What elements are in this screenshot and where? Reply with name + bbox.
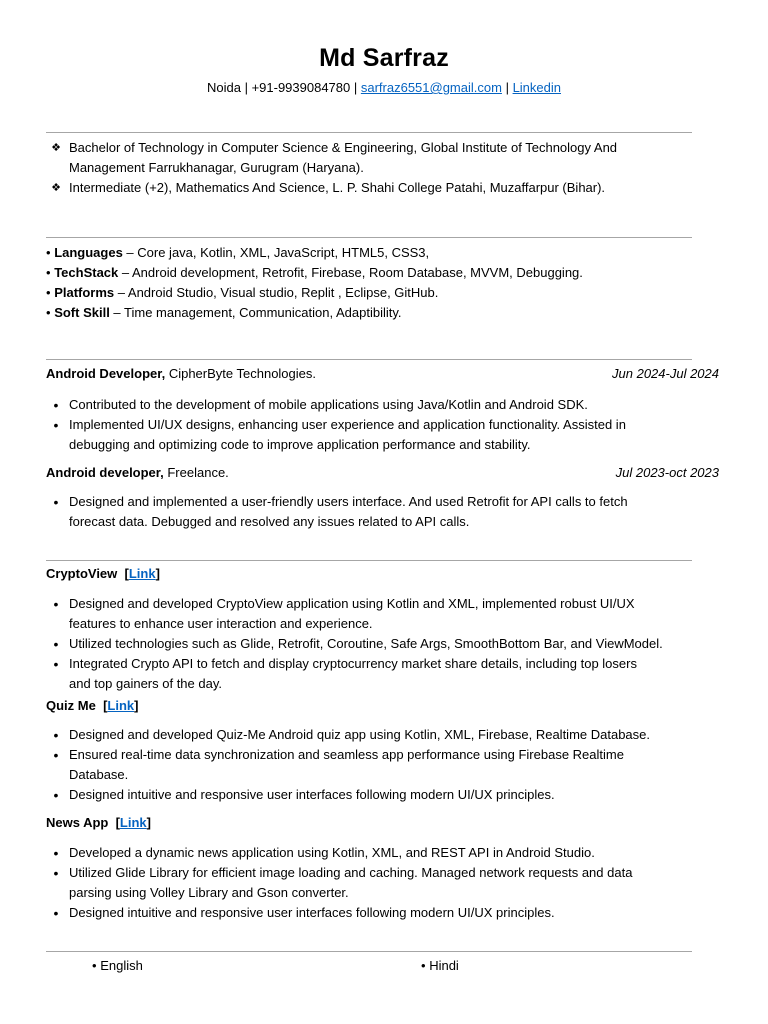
list-item: • Designed and implemented a user-friendly users interface. And used Retrofit for API calls to fetch bbox=[53, 494, 628, 510]
list-item: • Designed and developed CryptoView application using Kotlin and XML, implemented robust UI/UX bbox=[53, 596, 635, 612]
project-title: CryptoView [Link] bbox=[46, 566, 160, 581]
list-item: • Designed intuitive and responsive user interfaces following modern UI/UX principles. bbox=[53, 787, 555, 803]
language-item: • Hindi bbox=[421, 958, 459, 973]
project-bullets: • Designed and developed Quiz-Me Android quiz app using Kotlin, XML, Firebase, Realtime Database. • Ensured real-time data synchronization and seamless app performance using Firebase Realtime Database. • Designed intuitive and responsive user interfaces following modern UI/UX principles. bbox=[46, 725, 736, 805]
list-item: • Integrated Crypto API to fetch and display cryptocurrency market share details, including top losers bbox=[53, 656, 637, 672]
project-link[interactable]: Link bbox=[119, 815, 147, 830]
job-dates: Jun 2024-Jul 2024 bbox=[612, 366, 719, 381]
diamond-bullet-icon: ❖ bbox=[51, 182, 61, 194]
list-item: • Utilized Glide Library for efficient image loading and caching. Managed network requests and data bbox=[53, 865, 633, 881]
skill-platforms: • Platforms – Android Studio, Visual studio, Replit , Eclipse, GitHub. bbox=[46, 285, 439, 300]
job-bullets: • Contributed to the development of mobile applications using Java/Kotlin and Android SDK. • Implemented UI/UX designs, enhancing user experience and application functionality. Assisted in debugging and optimizing code to improve application performance and stability. bbox=[46, 395, 736, 455]
location: Noida bbox=[206, 80, 241, 95]
list-item: • Developed a dynamic news application using Kotlin, XML, and REST API in Android Studio. bbox=[53, 845, 595, 861]
section-divider-skills bbox=[46, 237, 692, 238]
job-title-row: Android developer, Freelance. Jul 2023-oct 2023 bbox=[46, 465, 719, 480]
email-link[interactable]: sarfraz6551@gmail.com bbox=[360, 80, 502, 95]
language-item: • English bbox=[92, 958, 143, 973]
skill-techstack: • TechStack – Android development, Retrofit, Firebase, Room Database, MVVM, Debugging. bbox=[46, 265, 583, 280]
project-bullets: • Designed and developed CryptoView application using Kotlin and XML, implemented robust UI/UX features to enhance user interaction and experience. • Utilized technologies such as Glide, Retrofit, Coroutine, Safe Args, SmoothBottom Bar, and ViewModel. • Integrated Crypto API to fetch and display cryptocurrency market share details, including top losers and top gainers of the day. bbox=[46, 594, 736, 694]
project-link[interactable]: Link bbox=[128, 566, 156, 581]
skills-section bbox=[46, 243, 736, 323]
contact-line: Noida | +91-9939084780 | sarfraz6551@gmail.com | Linkedin bbox=[206, 80, 561, 95]
project-title: Quiz Me [Link] bbox=[46, 698, 139, 713]
list-item: • Ensured real-time data synchronization and seamless app performance using Firebase Realtime bbox=[53, 747, 624, 763]
linkedin-link[interactable]: Linkedin bbox=[512, 80, 561, 95]
list-item: • Designed intuitive and responsive user interfaces following modern UI/UX principles. bbox=[53, 905, 555, 921]
list-item: • Contributed to the development of mobile applications using Java/Kotlin and Android SDK. bbox=[53, 397, 588, 413]
project-title: News App [Link] bbox=[46, 815, 151, 830]
section-divider-languages bbox=[46, 951, 692, 952]
job-bullets: • Designed and implemented a user-friendly users interface. And used Retrofit for API calls to fetch forecast data. Debugged and resolved any issues related to API calls. bbox=[46, 492, 736, 532]
list-item: • Implemented UI/UX designs, enhancing user experience and application functionality. Assisted in bbox=[53, 417, 626, 433]
project-bullets: • Developed a dynamic news application using Kotlin, XML, and REST API in Android Studio. • Utilized Glide Library for efficient image loading and caching. Managed network requests and data parsing using Volley Library and Gson converter. • Designed intuitive and responsive user interfaces following modern UI/UX principles. bbox=[46, 843, 736, 923]
skill-languages: • Languages – Core java, Kotlin, XML, JavaScript, HTML5, CSS3, bbox=[46, 245, 430, 260]
section-divider-projects bbox=[46, 560, 692, 561]
section-divider-education bbox=[46, 132, 692, 133]
project-link[interactable]: Link bbox=[107, 698, 135, 713]
phone: +91-9939084780 bbox=[251, 80, 351, 95]
education-item: ❖ Intermediate (+2), Mathematics And Science, L. P. Shahi College Patahi, Muzaffarpur (Bihar). bbox=[46, 178, 736, 198]
section-divider-experience bbox=[46, 359, 692, 360]
job-dates: Jul 2023-oct 2023 bbox=[615, 465, 719, 480]
diamond-bullet-icon: ❖ bbox=[51, 142, 61, 154]
job-title-row: Android Developer, CipherByte Technologies. Jun 2024-Jul 2024 bbox=[46, 366, 719, 381]
skill-soft-skill: • Soft Skill – Time management, Communication, Adaptibility. bbox=[46, 305, 402, 320]
list-item: • Utilized technologies such as Glide, Retrofit, Coroutine, Safe Args, SmoothBottom Bar, and ViewModel. bbox=[53, 636, 663, 652]
candidate-name: Md Sarfraz bbox=[319, 44, 449, 72]
list-item: • Designed and developed Quiz-Me Android quiz app using Kotlin, XML, Firebase, Realtime Database. bbox=[53, 727, 651, 743]
education-section: ❖ Bachelor of Technology in Computer Science & Engineering, Global Institute of Technology And Management Farrukhanagar, Gurugram (Haryana). ❖ Intermediate (+2), Mathematics And Science, L. P. Shahi College Patahi, Muzaffarpur (Bihar). bbox=[46, 138, 736, 198]
education-item: ❖ Bachelor of Technology in Computer Science & Engineering, Global Institute of Technology And bbox=[46, 138, 736, 158]
